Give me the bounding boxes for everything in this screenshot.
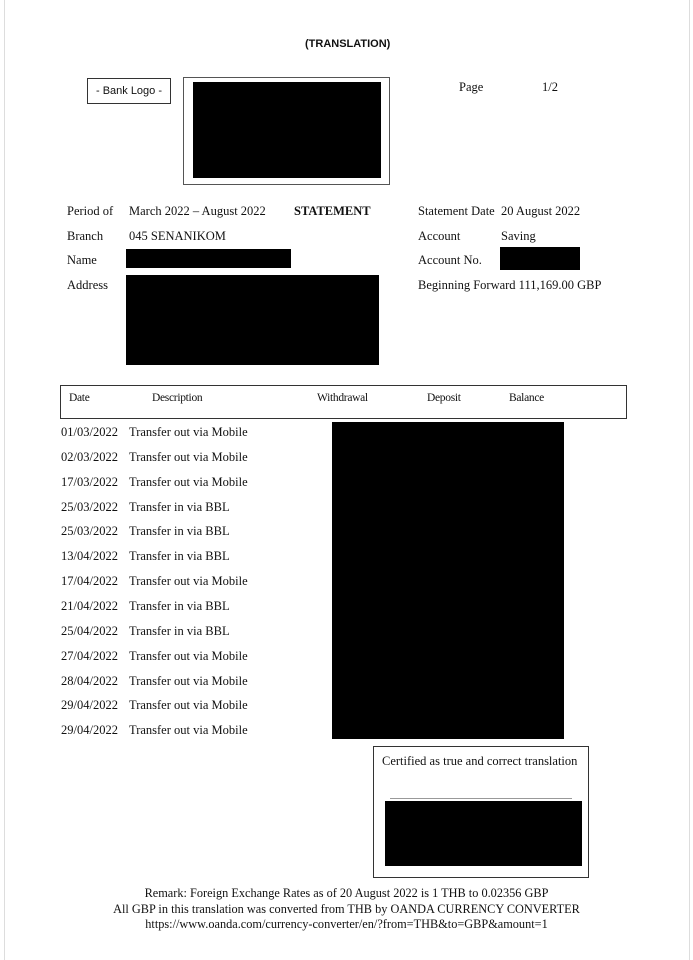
redacted-account-no [500, 247, 580, 270]
address-label: Address [67, 278, 108, 292]
row-date: 29/04/2022 [61, 698, 118, 713]
row-date: 01/03/2022 [61, 425, 118, 439]
row-description: Transfer out via Mobile [129, 425, 248, 439]
redacted-signature [385, 801, 582, 866]
redacted-address [126, 275, 379, 365]
row-date: 25/04/2022 [61, 623, 118, 638]
row-description: Transfer out via Mobile [129, 723, 248, 738]
statement-date-value: 20 August 2022 [501, 204, 581, 218]
column-description: Description [152, 392, 203, 404]
signature-line [390, 798, 572, 799]
redacted-logo [193, 82, 381, 178]
row-date: 29/04/2022 [61, 723, 118, 738]
row-date: 17/03/2022 [61, 474, 118, 489]
account-label: Account [418, 229, 461, 243]
column-balance: Balance [509, 392, 544, 404]
row-date: 27/04/2022 [61, 648, 118, 663]
row-description: Transfer out via Mobile [129, 673, 248, 688]
row-date: 28/04/2022 [61, 673, 118, 688]
certification-box [373, 746, 589, 878]
branch-value: 045 SENANIKOM [129, 229, 226, 243]
row-description: Transfer out via Mobile [129, 698, 248, 713]
document-title: (TRANSLATION) [305, 38, 391, 50]
branch-label: Branch [67, 229, 104, 243]
column-date: Date [69, 392, 90, 404]
beginning-forward: Beginning Forward 111,169.00 GBP [418, 278, 602, 292]
column-deposit: Deposit [427, 392, 461, 404]
row-date: 17/04/2022 [61, 574, 118, 589]
page-number: 1/2 [542, 80, 558, 94]
column-withdrawal: Withdrawal [317, 392, 368, 404]
statement-date-label: Statement Date [418, 204, 495, 218]
remark-line-2: All GBP in this translation was converted from THB by OANDA CURRENCY CONVERTER [113, 901, 580, 916]
row-description: Transfer out via Mobile [129, 474, 248, 489]
row-description: Transfer in via BBL [129, 623, 230, 638]
row-date: 02/03/2022 [61, 449, 118, 464]
row-date: 21/04/2022 [61, 598, 118, 613]
remark-line-3: https://www.oanda.com/currency-converter/en/?from=THB&to=GBP&amount=1 [145, 917, 548, 931]
row-description: Transfer out via Mobile [129, 574, 248, 589]
period-value: March 2022 – August 2022 [129, 204, 266, 218]
row-description: Transfer in via BBL [129, 549, 230, 564]
row-description: Transfer out via Mobile [129, 648, 248, 663]
row-description: Transfer in via BBL [129, 499, 230, 514]
period-label: Period of [67, 204, 114, 218]
row-date: 25/03/2022 [61, 499, 118, 514]
remark [0, 886, 693, 933]
redacted-amounts [332, 422, 564, 739]
redacted-name [126, 249, 291, 268]
certification-text: Certified as true and correct translation [382, 754, 578, 768]
page-label: Page [459, 80, 484, 94]
row-description: Transfer out via Mobile [129, 449, 248, 464]
account-no-label: Account No. [418, 253, 482, 267]
remark-line-1: Remark: Foreign Exchange Rates as of 20 August 2022 is 1 THB to 0.02356 GBP [144, 886, 549, 900]
statement-heading: STATEMENT [294, 204, 371, 218]
row-description: Transfer in via BBL [129, 524, 230, 539]
account-value: Saving [501, 229, 536, 243]
table-header [60, 385, 627, 419]
name-label: Name [67, 253, 97, 267]
bank-logo-placeholder: - Bank Logo - [87, 78, 171, 104]
row-date: 25/03/2022 [61, 524, 118, 539]
row-date: 13/04/2022 [61, 549, 118, 564]
row-description: Transfer in via BBL [129, 598, 230, 613]
